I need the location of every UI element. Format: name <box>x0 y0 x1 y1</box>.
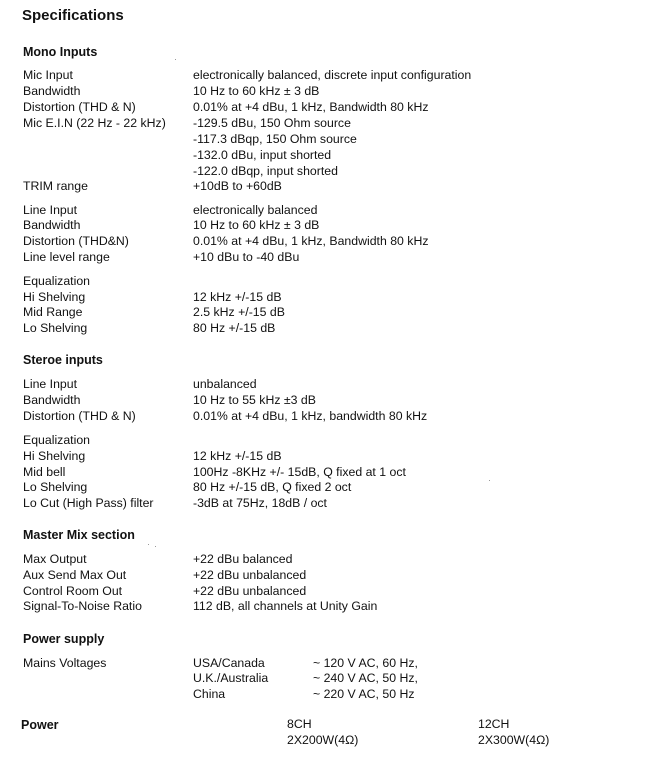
section-heading: Steroe inputs <box>23 353 103 367</box>
page-title: Specifications <box>22 7 124 24</box>
spec-label: TRIM range <box>23 179 88 193</box>
spec-value: +22 dBu unbalanced <box>193 568 307 582</box>
spec-label: Equalization <box>23 274 90 288</box>
spec-value: electronically balanced <box>193 203 318 217</box>
section-heading: Mono Inputs <box>23 45 98 59</box>
spec-value: electronically balanced, discrete input configuration <box>193 68 472 82</box>
spec-value: +10 dBu to -40 dBu <box>193 250 300 264</box>
spec-value: 2.5 kHz +/-15 dB <box>193 305 285 319</box>
spec-label: Distortion (THD&N) <box>23 234 129 248</box>
spec-value: 10 Hz to 60 kHz ± 3 dB <box>193 84 320 98</box>
spec-label: Mid bell <box>23 465 66 479</box>
spec-label: Distortion (THD & N) <box>23 409 136 423</box>
spec-value: -129.5 dBu, 150 Ohm source <box>193 116 351 130</box>
spec-value: 80 Hz +/-15 dB <box>193 321 276 335</box>
spec-label: Lo Shelving <box>23 480 88 494</box>
spec-value: 12 kHz +/-15 dB <box>193 290 282 304</box>
spec-value: 0.01% at +4 dBu, 1 kHz, Bandwidth 80 kHz <box>193 100 429 114</box>
spec-label: Line Input <box>23 377 78 391</box>
section-heading: Power supply <box>23 632 105 646</box>
power-rating: 2X200W(4Ω) <box>287 733 359 747</box>
scan-speck <box>489 480 490 481</box>
spec-value: -117.3 dBqp, 150 Ohm source <box>193 132 357 146</box>
spec-value: 10 Hz to 55 kHz ±3 dB <box>193 393 316 407</box>
spec-value: 100Hz -8KHz +/- 15dB, Q fixed at 1 oct <box>193 465 406 479</box>
spec-label: Distortion (THD & N) <box>23 100 136 114</box>
scan-speck <box>175 59 176 60</box>
spec-value: +10dB to +60dB <box>193 179 282 193</box>
spec-label: Bandwidth <box>23 84 81 98</box>
spec-label: Line level range <box>23 250 110 264</box>
spec-label: Control Room Out <box>23 584 123 598</box>
spec-label: Mic Input <box>23 68 73 82</box>
spec-label: Signal-To-Noise Ratio <box>23 599 142 613</box>
spec-label: Mic E.I.N (22 Hz - 22 kHz) <box>23 116 166 130</box>
spec-label: Bandwidth <box>23 218 81 232</box>
power-channels: 12CH <box>478 717 510 731</box>
spec-label: Max Output <box>23 552 87 566</box>
spec-label: Equalization <box>23 433 90 447</box>
spec-label: Mid Range <box>23 305 83 319</box>
region-voltage: ~ 120 V AC, 60 Hz, <box>313 656 418 670</box>
spec-value: -122.0 dBqp, input shorted <box>193 164 338 178</box>
spec-value: +22 dBu balanced <box>193 552 293 566</box>
section-heading: Master Mix section <box>23 528 135 542</box>
region-voltage: ~ 220 V AC, 50 Hz <box>313 687 415 701</box>
spec-value: 10 Hz to 60 kHz ± 3 dB <box>193 218 320 232</box>
spec-label: Mains Voltages <box>23 656 107 670</box>
spec-value: 12 kHz +/-15 dB <box>193 449 282 463</box>
spec-label: Lo Cut (High Pass) filter <box>23 496 154 510</box>
spec-value: -132.0 dBu, input shorted <box>193 148 332 162</box>
region-name: USA/Canada <box>193 656 265 670</box>
spec-label: Line Input <box>23 203 78 217</box>
spec-value: 0.01% at +4 dBu, 1 kHz, bandwidth 80 kHz <box>193 409 428 423</box>
spec-label: Bandwidth <box>23 393 81 407</box>
scan-speck <box>155 546 156 547</box>
section-heading: Power <box>21 718 59 732</box>
spec-label: Aux Send Max Out <box>23 568 127 582</box>
spec-label: Lo Shelving <box>23 321 88 335</box>
region-name: China <box>193 687 226 701</box>
region-name: U.K./Australia <box>193 671 269 685</box>
power-channels: 8CH <box>287 717 312 731</box>
spec-value: +22 dBu unbalanced <box>193 584 307 598</box>
spec-label: Hi Shelving <box>23 449 86 463</box>
spec-value: -3dB at 75Hz, 18dB / oct <box>193 496 327 510</box>
spec-value: 0.01% at +4 dBu, 1 kHz, Bandwidth 80 kHz <box>193 234 429 248</box>
power-rating: 2X300W(4Ω) <box>478 733 550 747</box>
spec-value: 112 dB, all channels at Unity Gain <box>193 599 378 613</box>
spec-label: Hi Shelving <box>23 290 86 304</box>
spec-value: 80 Hz +/-15 dB, Q fixed 2 oct <box>193 480 352 494</box>
spec-value: unbalanced <box>193 377 257 391</box>
region-voltage: ~ 240 V AC, 50 Hz, <box>313 671 418 685</box>
scan-speck <box>148 544 149 545</box>
